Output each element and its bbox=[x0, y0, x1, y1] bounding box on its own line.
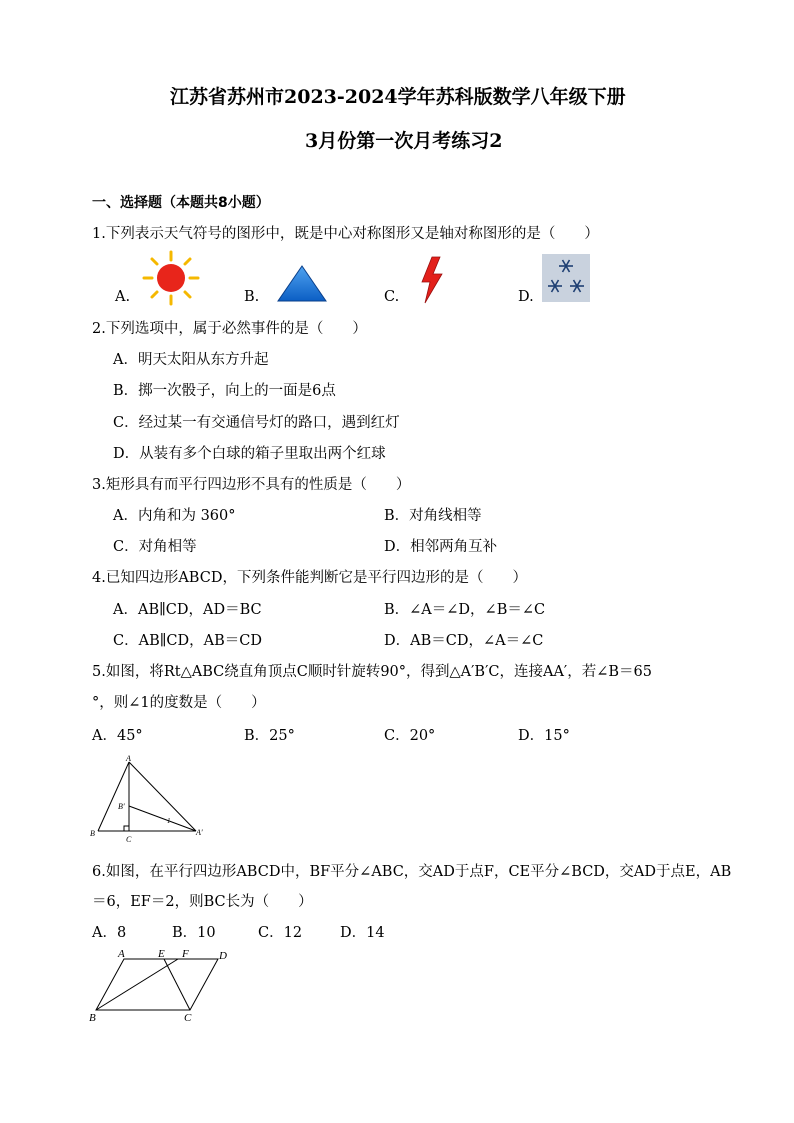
q3-option-d: D．相邻两角互补 bbox=[384, 539, 498, 555]
q2-option-d: D．从装有多个白球的箱子里取出两个红球 bbox=[113, 446, 386, 462]
q6-label-e: E bbox=[158, 948, 165, 960]
q5-option-b: B．25° bbox=[244, 728, 295, 744]
q4-option-c: C．AB∥CD，AB＝CD bbox=[113, 633, 262, 649]
lightning-icon bbox=[416, 256, 446, 308]
triangle-icon bbox=[276, 264, 328, 308]
q6-label-c: C bbox=[184, 1012, 192, 1024]
q6-label-a: A bbox=[118, 948, 125, 960]
q2-stem: 2.下列选项中，属于必然事件的是（ ） bbox=[92, 321, 367, 337]
q6-figure bbox=[86, 944, 236, 1028]
q3-stem: 3.矩形具有而平行四边形不具有的性质是（ ） bbox=[92, 477, 411, 493]
q5-figure bbox=[88, 754, 208, 848]
q3-option-b: B．对角线相等 bbox=[384, 508, 482, 524]
q5-label-a-prime: A′ bbox=[196, 828, 203, 837]
q5-stem-line1: 5.如图，将Rt△ABC绕直角顶点C顺时针旋转90°，得到△A′B′C，连接AA′，若∠B＝65 bbox=[92, 664, 652, 680]
q4-option-b: B．∠A＝∠D，∠B＝∠C bbox=[384, 602, 546, 618]
page-title-line1: 江苏省苏州市2023-2024学年苏科版数学八年级下册 bbox=[170, 86, 626, 108]
q4-option-a: A．AB∥CD，AD＝BC bbox=[113, 602, 262, 618]
q5-label-a: A bbox=[126, 754, 131, 763]
q5-option-d: D．15° bbox=[518, 728, 570, 744]
q5-option-a: A．45° bbox=[92, 728, 143, 744]
q3-option-c: C．对角相等 bbox=[113, 539, 197, 555]
q6-option-d: D．14 bbox=[340, 925, 385, 941]
q1-option-d-label: D. bbox=[518, 289, 534, 305]
q5-option-c: C．20° bbox=[384, 728, 436, 744]
q5-label-c: C bbox=[126, 835, 132, 844]
q2-option-a: A．明天太阳从东方升起 bbox=[113, 352, 269, 368]
q1-stem: 1.下列表示天气符号的图形中，既是中心对称图形又是轴对称图形的是（ ） bbox=[92, 226, 599, 242]
q6-option-a: A．8 bbox=[92, 925, 127, 941]
q5-stem-line2: °，则∠1的度数是（ ） bbox=[92, 695, 266, 711]
q1-option-c-label: C. bbox=[384, 289, 400, 305]
q3-option-a: A．内角和为 360° bbox=[113, 508, 236, 524]
q6-stem-line2: ＝6，EF＝2，则BC长为（ ） bbox=[92, 894, 313, 910]
page-title-line2: 3月份第一次月考练习2 bbox=[305, 130, 503, 152]
q6-label-f: F bbox=[182, 948, 189, 960]
section-heading: 一、选择题（本题共8小题） bbox=[92, 195, 270, 211]
q6-stem-line1: 6.如图，在平行四边形ABCD中，BF平分∠ABC，交AD于点F，CE平分∠BCD，交AD于点E，AB bbox=[92, 864, 732, 880]
q1-option-a-label: A. bbox=[115, 289, 131, 305]
q5-label-b: B bbox=[90, 829, 95, 838]
q2-option-b: B．掷一次骰子，向上的一面是6点 bbox=[113, 383, 336, 399]
q6-label-b: B bbox=[89, 1012, 96, 1024]
q5-label-b-prime: B′ bbox=[118, 802, 125, 811]
q4-stem: 4.已知四边形ABCD，下列条件能判断它是平行四边形的是（ ） bbox=[92, 570, 527, 586]
q1-option-b-label: B. bbox=[244, 289, 260, 305]
q2-option-c: C．经过某一有交通信号灯的路口，遇到红灯 bbox=[113, 415, 400, 431]
q6-option-b: B．10 bbox=[172, 925, 216, 941]
q4-option-d: D．AB＝CD，∠A＝∠C bbox=[384, 633, 544, 649]
snowflake-icon bbox=[542, 254, 590, 306]
q6-option-c: C．12 bbox=[258, 925, 303, 941]
q6-label-d: D bbox=[219, 950, 227, 962]
q5-label-angle-1: 1 bbox=[167, 817, 171, 825]
sun-icon bbox=[142, 250, 200, 310]
